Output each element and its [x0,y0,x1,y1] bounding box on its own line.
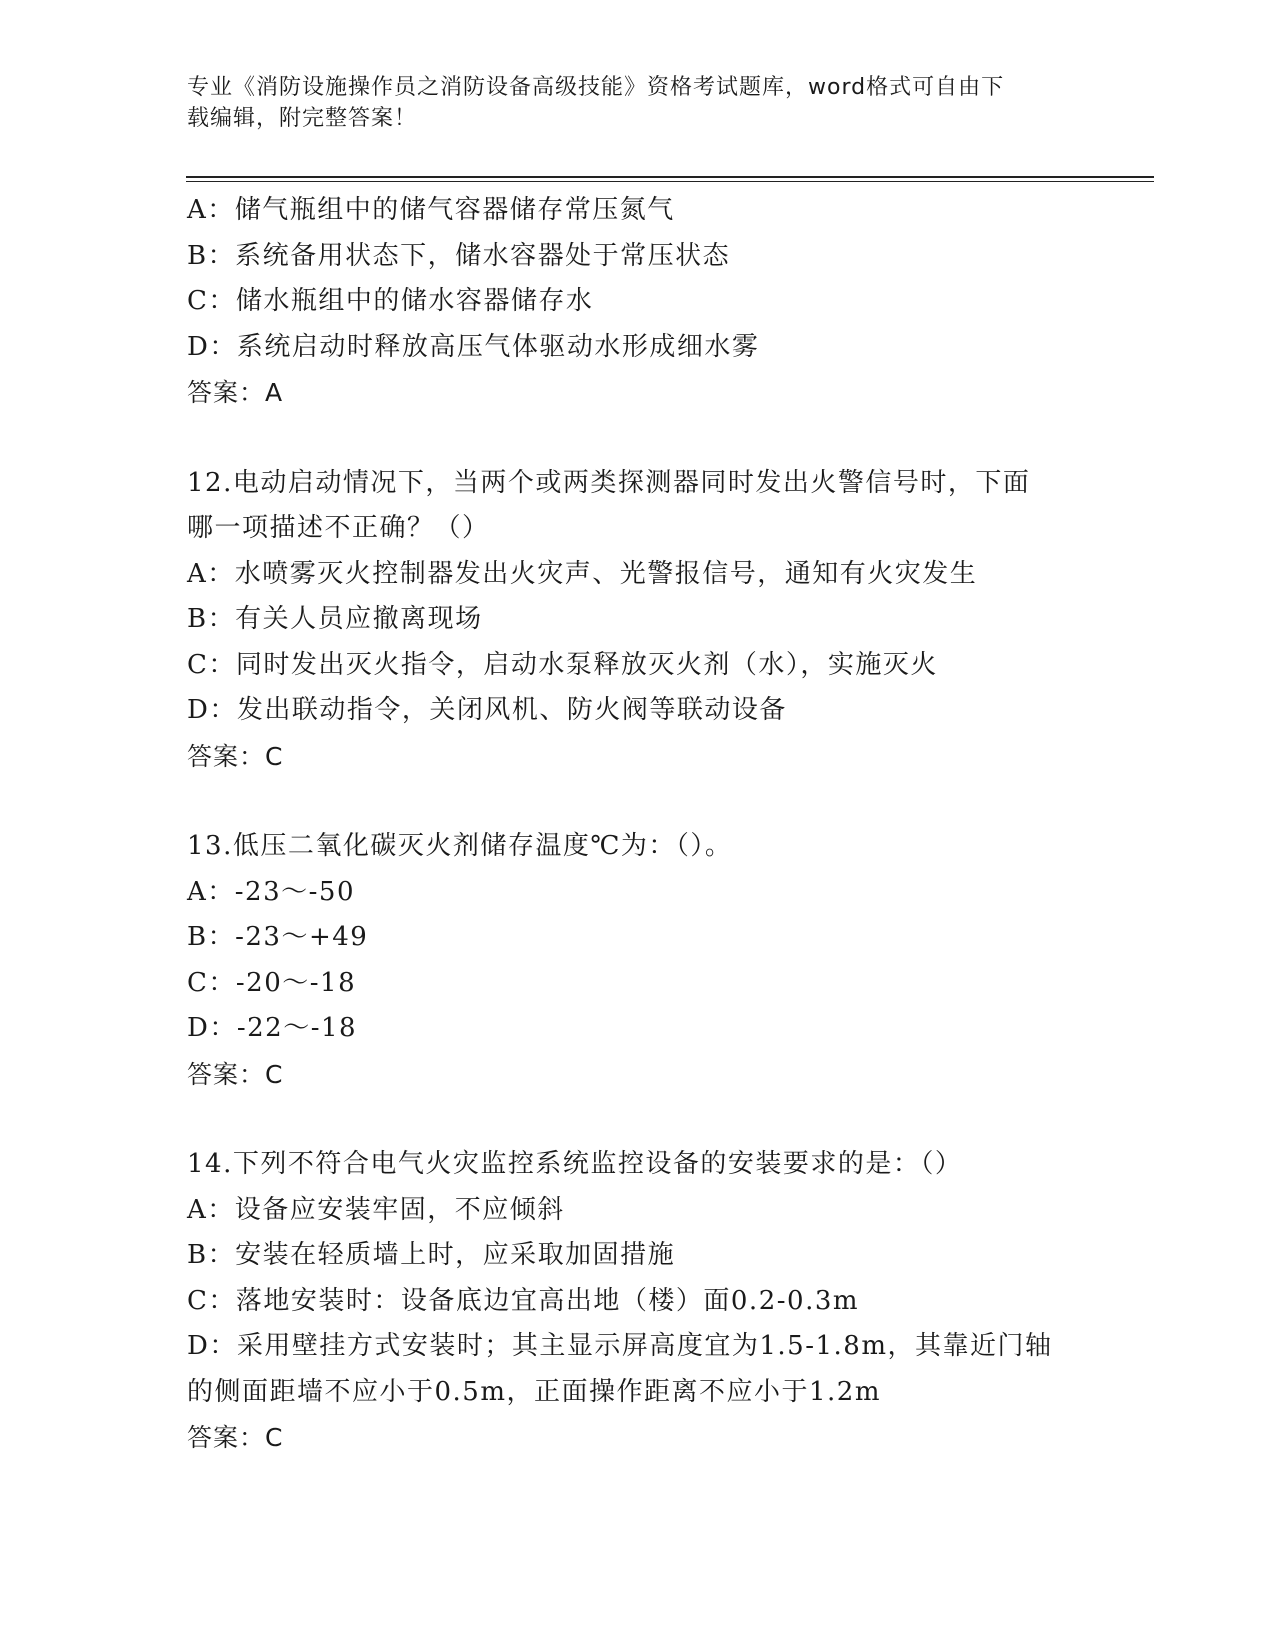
option-c: C：储水瓶组中的储水容器储存水 [187,286,594,316]
option-a: A：水喷雾灭火控制器发出火灾声、光警报信号，通知有火灾发生 [187,558,978,589]
answer-line: 答案：C [187,1423,284,1452]
header-divider-thin [186,181,1154,182]
option-b: B：系统备用状态下，储水容器处于常压状态 [187,240,731,271]
spacer [187,1097,1107,1142]
prev-question-block [187,188,1107,416]
spacer [187,416,1107,461]
option-d: D：-22～-18 [187,1013,358,1043]
header-line-2: 载编辑，附完整答案！ [187,106,418,131]
option-a: A：储气瓶组中的储气容器储存常压氮气 [187,195,675,225]
option-b: B：有关人员应撤离现场 [187,604,483,634]
option-c: C：落地安装时：设备底边宜高出地（楼）面0.2-0.3m [187,1285,860,1316]
option-c: C：-20～-18 [187,967,357,998]
answer-line: 答案：C [187,1059,284,1089]
question-stem: 14.下列不符合电气火灾监控系统监控设备的安装要求的是：（） [187,1149,963,1179]
option-a: A：-23～-50 [187,876,356,907]
question-14-block [187,1142,1107,1461]
answer-line: 答案：C [187,741,284,771]
option-b: B：-23～+49 [187,922,369,952]
option-d: D：发出联动指令，关闭风机、防火阀等联动设备 [187,695,787,725]
question-stem-cont: 哪一项描述不正确？（） [187,513,490,543]
option-d: D：系统启动时释放高压气体驱动水形成细水雾 [187,331,760,362]
question-stem: 12.电动启动情况下，当两个或两类探测器同时发出火警信号时，下面 [187,467,1031,498]
header-line-1: 专业《消防设施操作员之消防设备高级技能》资格考试题库，word格式可自由下 [187,75,1005,100]
question-stem: 13.低压二氧化碳灭火剂储存温度℃为：（）。 [187,831,733,861]
question-12-block [187,461,1107,780]
option-d: D：采用壁挂方式安装时；其主显示屏高度宜为1.5-1.8m，其靠近门轴 [187,1331,1053,1361]
document-header [187,72,1087,134]
spacer [187,779,1107,824]
option-c: C：同时发出灭火指令，启动水泵释放灭火剂（水），实施灭火 [187,649,938,680]
question-content [187,188,1107,1461]
answer-line: 答案：A [187,378,284,407]
question-13-block [187,824,1107,1097]
option-a: A：设备应安装牢固，不应倾斜 [187,1194,565,1225]
header-divider-thick [186,176,1154,178]
option-d-cont: 的侧面距墙不应小于0.5m，正面操作距离不应小于1.2m [187,1376,882,1407]
option-b: B：安装在轻质墙上时，应采取加固措施 [187,1240,676,1270]
